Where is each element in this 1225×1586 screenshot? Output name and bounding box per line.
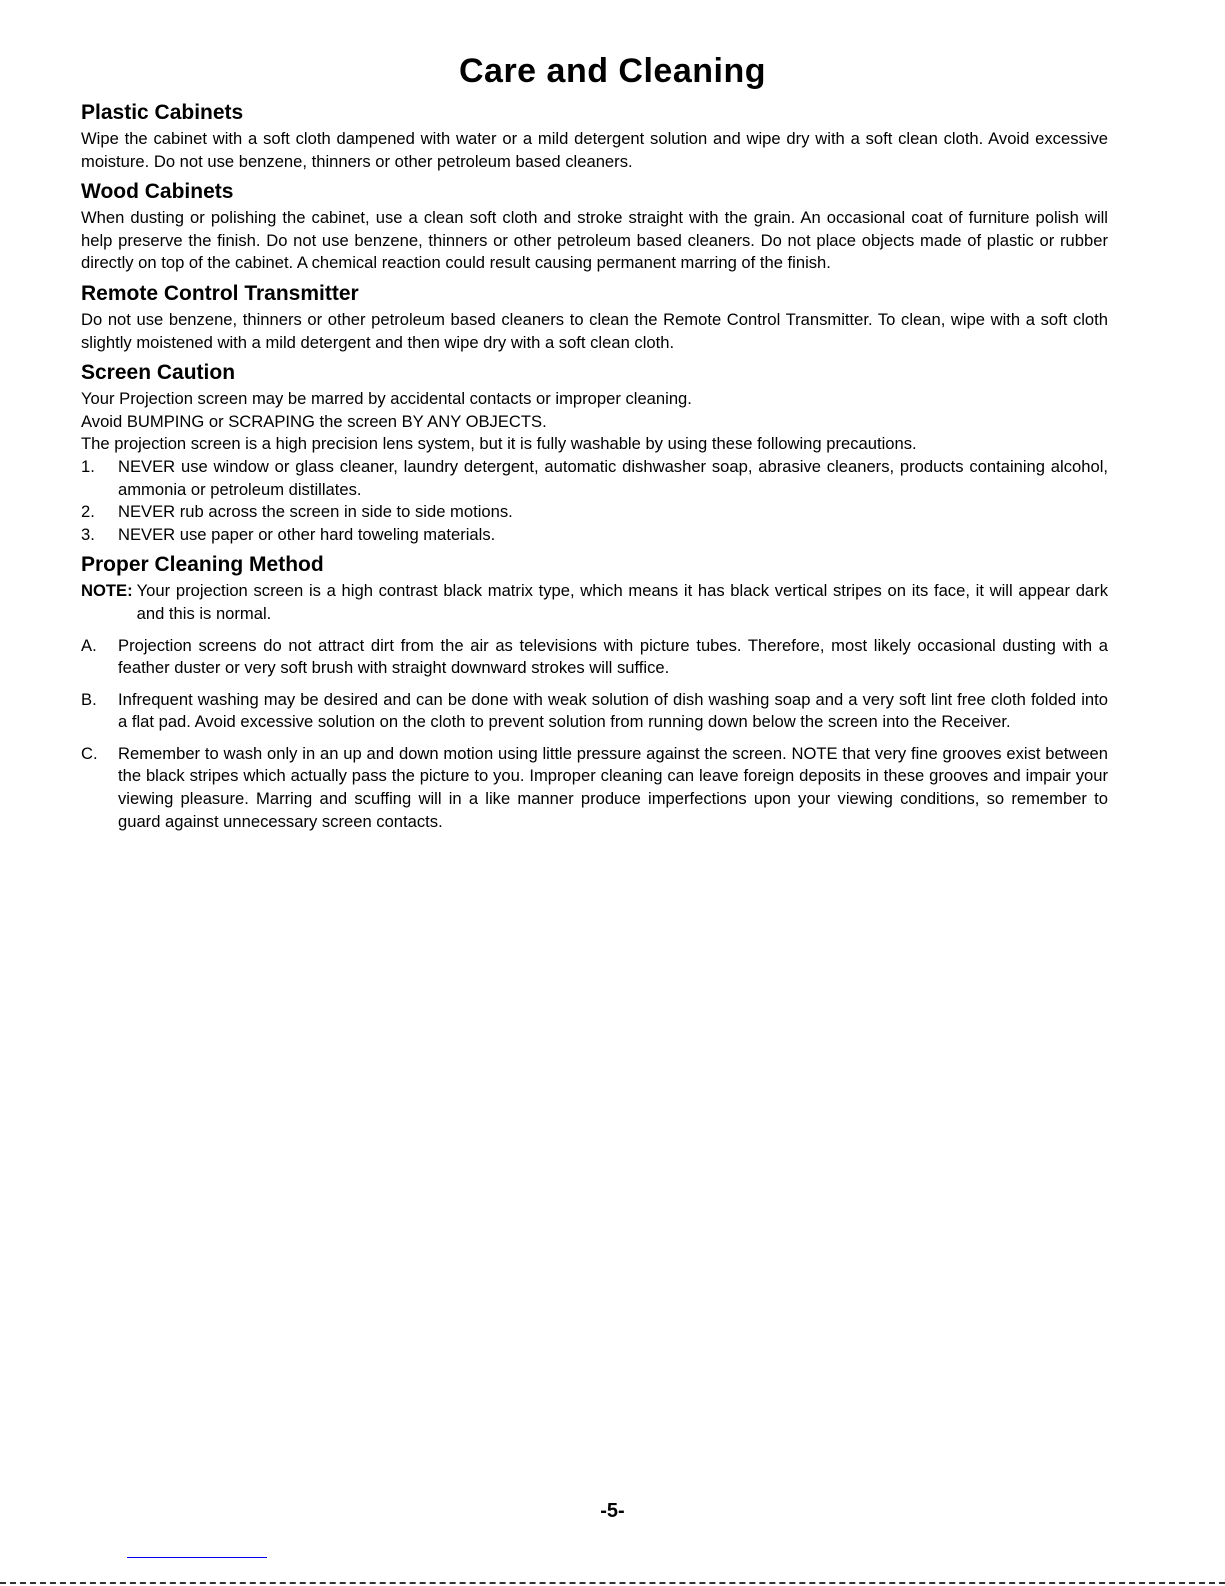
list-item: [81, 743, 1108, 833]
link-underline: [127, 1557, 267, 1558]
list-item: [81, 456, 1108, 501]
paragraph: Your Projection screen may be marred by accidental contacts or improper cleaning.: [81, 389, 692, 409]
page-title: Care and Cleaning: [458, 52, 766, 90]
list-text: NEVER use paper or other hard toweling materials.: [118, 524, 496, 544]
note: [81, 580, 1108, 625]
section-heading: Wood Cabinets: [81, 180, 234, 204]
paragraph: When dusting or polishing the cabinet, use a clean soft cloth and stroke straight with the grain. An occasional coat of furniture polish will help preserve the finish. Do not use benzene, thinners or other petroleum based cleaners. Do not place objects made of plastic or rubber directly on top of the cabinet. A chemical reaction could result causing permanent marring of the finish.: [81, 208, 1108, 273]
list-item: [81, 501, 1108, 524]
list-item: [81, 635, 1108, 680]
list-text: NEVER rub across the screen in side to side motions.: [118, 502, 513, 522]
list-letter: A.: [81, 635, 97, 655]
list-letter: C.: [81, 743, 98, 763]
paragraph: Avoid BUMPING or SCRAPING the screen BY ANY OBJECTS.: [81, 411, 547, 431]
section-heading: Proper Cleaning Method: [81, 553, 324, 577]
document-body: [81, 100, 1108, 842]
paragraph: Wipe the cabinet with a soft cloth dampened with water or a mild detergent solution and wipe dry with a soft clean cloth. Avoid excessive moisture. Do not use benzene, thinners or other petroleum based cleaners.: [81, 129, 1108, 171]
section-screen-caution: [81, 360, 1108, 546]
section-heading: Remote Control Transmitter: [81, 281, 359, 305]
section-heading: Plastic Cabinets: [81, 101, 244, 124]
section-plastic-cabinets: [81, 100, 1108, 173]
list-text: Projection screens do not attract dirt from the air as televisions with picture tubes. Therefore, most likely occasional dusting with a feather duster or very soft brush with straight downward strokes will suffice.: [118, 635, 1108, 678]
list-item: [81, 689, 1108, 734]
section-wood-cabinets: [81, 179, 1108, 275]
section-proper-cleaning: [81, 552, 1108, 833]
section-remote-control: [81, 281, 1108, 354]
list-text: Infrequent washing may be desired and can be done with weak solution of dish washing soap and a very soft lint free cloth folded into a flat pad. Avoid excessive solution on the cloth to prevent solution from running down below the screen into the Receiver.: [118, 689, 1108, 732]
page-number: -5-: [600, 1500, 625, 1522]
note-text: Your projection screen is a high contrast black matrix type, which means it has black vertical stripes on its face, it will appear dark and this is normal.: [136, 581, 1108, 623]
list-letter: B.: [81, 689, 97, 709]
section-heading: Screen Caution: [81, 361, 236, 385]
paragraph: Do not use benzene, thinners or other petroleum based cleaners to clean the Remote Control Transmitter. To clean, wipe with a soft cloth slightly moistened with a mild detergent and then wipe dry with a soft clean cloth.: [81, 309, 1108, 352]
note-label: NOTE:: [81, 581, 133, 601]
list-number: 3.: [81, 524, 95, 544]
list-number: 1.: [81, 456, 95, 476]
list-text: NEVER use window or glass cleaner, laundry detergent, automatic dishwasher soap, abrasive cleaners, products containing alcohol, ammonia or petroleum distillates.: [118, 456, 1108, 499]
list-item: [81, 524, 1108, 547]
list-text: Remember to wash only in an up and down motion using little pressure against the screen. NOTE that very fine grooves exist between the black stripes which actually pass the picture to you. Improper cleaning can leave foreign deposits in these grooves and impair your viewing pleasure. Marring and scuffing will in a like manner produce imperfections upon your viewing conditions, so remember to guard against unnecessary screen contacts.: [118, 743, 1108, 831]
list-number: 2.: [81, 502, 95, 522]
paragraph: The projection screen is a high precision lens system, but it is fully washable by using these following precautions.: [81, 434, 917, 454]
page-bottom-divider: [0, 1582, 1225, 1586]
